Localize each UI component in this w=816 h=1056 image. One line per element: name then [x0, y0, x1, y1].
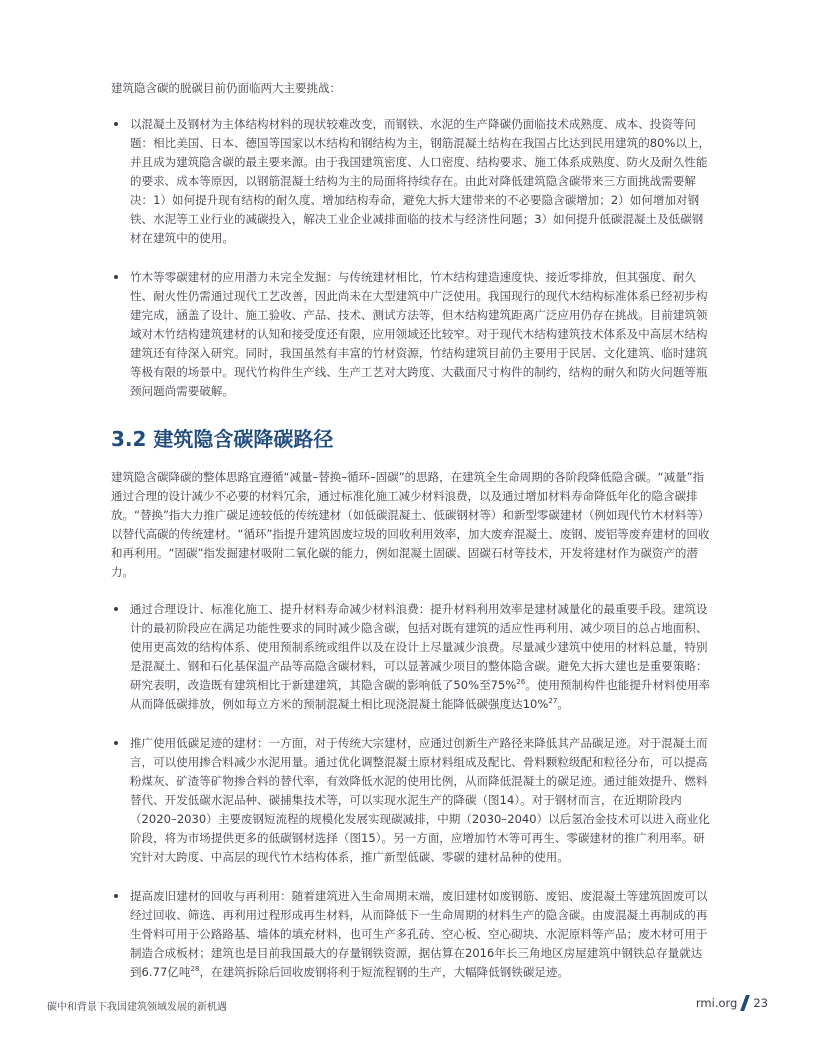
section-body-paragraph: 建筑隐含碳降碳的整体思路宜遵循“减量–替换–循环–固碳”的思路，在建筑全生命周期的各阶段降低隐含碳。“减量”指通过合理的设计减少不必要的材料冗余，通过标准化施工减少材料浪费，以及通过增加材料寿命降低年化的隐含碳排放。“替换”指大力推广碳足迹较低的传统建材（如低碳混凝土、低碳钢材等）和新型零碳建材（例如现代竹木材料等）以替代高碳的传统建材。“循环”指提升建筑固废垃圾的回收利用效率，加大废弃混凝土、废钢、废铝等废弃建材的回收和再利用。“固碳”指发掘建材吸附二氧化碳的能力，例如混凝土固碳、固碳石材等技术，开发将建材作为碳资产的潜力。: [111, 470, 710, 579]
pathway-text: 推广使用低碳足迹的建材：一方面，对于传统大宗建材，应通过创新生产路径来降低其产品碳足迹。对于混凝土而言，可以使用掺合料减少水泥用量。通过优化调整混凝土原材料组成及配比、骨料颗粒级配和粒径分布，可以提高粉煤灰、矿渣等矿物掺合料的替代率，有效降低水泥的使用比例，从而降低混凝土的碳足迹。通过能效提升、燃料替代、开发低碳水泥品种、碳捕集技术等，可以实现水泥生产的降碳（图14）。对于钢材而言，在近期阶段内（2020–2030）主要废钢短流程的规模化发展实现碳减排，中期（2030–2040）以后氢冶金技术可以进入商业化阶段，将为市场提供更多的低碳钢材选择（图15）。另一方面，应增加竹木等可再生、零碳建材的推广利用率。研究针对大跨度、中高层的现代竹木结构体系，推广新型低碳、零碳的建材品种的使用。: [130, 736, 710, 864]
section-heading: 3.2 建筑隐含碳降碳路径: [111, 427, 334, 451]
footer-page-info: [696, 995, 768, 1011]
list-item: [111, 115, 711, 248]
challenges-list: [111, 115, 711, 401]
page-number: 23: [753, 996, 768, 1010]
challenge-text: 竹木等零碳建材的应用潜力未完全发掘：与传统建材相比，竹木结构建造速度快、接近零排放，但其强度、耐久性、耐火性仍需通过现代工艺改善，因此尚未在大型建筑中广泛使用。我国现行的现代木结构标准体系已经初步构建完成，涵盖了设计、施工验收、产品、技术、测试方法等，但木结构建筑距离广泛应用仍存在挑战。目前建筑领域对木竹结构建筑建材的认知和接受度还有限，应用领域还比较窄。对于现代木结构建筑技术体系及中高层木结构建筑还有待深入研究。同时，我国虽然有丰富的竹材资源，竹结构建筑目前仍主要用于民居、文化建筑、临时建筑等极有限的场景中。现代竹构件生产线、生产工艺对大跨度、大截面尺寸构件的制约，结构的耐久和防火问题等瓶颈问题尚需要破解。: [130, 270, 708, 398]
list-item: [111, 887, 711, 982]
slash-icon: [740, 995, 750, 1011]
footnote-ref: 28: [190, 965, 200, 974]
bullet-icon: [114, 275, 118, 279]
bullet-icon: [114, 607, 118, 611]
bullet-icon: [114, 122, 118, 126]
pathway-text: 通过合理设计、标准化施工、提升材料寿命减少材料浪费：提升材料利用效率是建材减量化的最重要手段。建筑设计的最初阶段应在满足功能性要求的同时减少隐含碳，包括对既有建筑的适应性再利用、减少项目的总占地面积、使用更高效的结构体系、使用预制系统或组件以及在设计上尽量减少浪费。尽量减少建筑中使用的材料总量，特别是混凝土、钢和石化基保温产品等高隐含碳材料，可以显著减少项目的整体隐含碳。避免大拆大建也是重要策略：研究表明，改造既有建筑相比于新建建筑，其隐含碳的影响低了50%至75%$^{26}$。使用预制构件也能提升材料使用率从而降低碳排放，例如每立方米的预制混凝土相比现浇混凝土能降低碳强度达10%$^{27}$。: [130, 602, 711, 711]
list-item: [111, 268, 711, 401]
bullet-icon: [114, 894, 118, 898]
list-item: [111, 734, 711, 867]
footnote-ref: 26: [516, 678, 526, 687]
pathways-list: [111, 600, 711, 982]
bullet-icon: [114, 741, 118, 745]
list-item: [111, 600, 711, 714]
pathway-text: 提高废旧建材的回收与再利用：随着建筑进入生命周期末端，废旧建材如废钢筋、废铝、废混凝土等建筑固废可以经过回收、筛选、再利用过程形成再生材料，从而降低下一生命周期的材料生产的隐含碳。由废混凝土再制成的再生骨料可用于公路路基、墙体的填充材料，也可生产多孔砖、空心板、空心砌块、水泥原料等产品；废木材可用于制造合成板材；建筑也是目前我国最大的存量钢铁资源，据估算在2016年长三角地区房屋建筑中钢铁总存量就达到6.77亿吨$^{28}$，在建筑拆除后回收废钢将利于短流程钢的生产，大幅降低钢铁碳足迹。: [130, 889, 708, 979]
footer-site-link[interactable]: rmi.org: [695, 996, 738, 1010]
intro-paragraph: 建筑隐含碳的脱碳目前仍面临两大主要挑战：: [111, 81, 341, 95]
challenge-text: 以混凝土及钢材为主体结构材料的现状较难改变，而钢铁、水泥的生产降碳仍面临技术成熟度、成本、投资等问题：相比美国、日本、德国等国家以木结构和钢结构为主，钢筋混凝土结构在我国占比达到民用建筑的80%以上，并且成为建筑隐含碳的最主要来源。由于我国建筑密度、人口密度、结构要求、施工体系成熟度、防火及耐久性能的要求、成本等原因，以钢筋混凝土结构为主的局面将持续存在。由此对降低建筑隐含碳带来三方面挑战需要解决：1）如何提升现有结构的耐久度、增加结构寿命，避免大拆大建带来的不必要隐含碳增加；2）如何增加对钢铁、水泥等工业行业的减碳投入，解决工业企业减排面临的技术与经济性问题；3）如何提升低碳混凝土及低碳钢材在建筑中的使用。: [130, 117, 711, 245]
footnote-ref: 27: [548, 697, 558, 706]
footer-title: 碳中和背景下我国建筑领域发展的新机遇: [47, 1002, 227, 1013]
